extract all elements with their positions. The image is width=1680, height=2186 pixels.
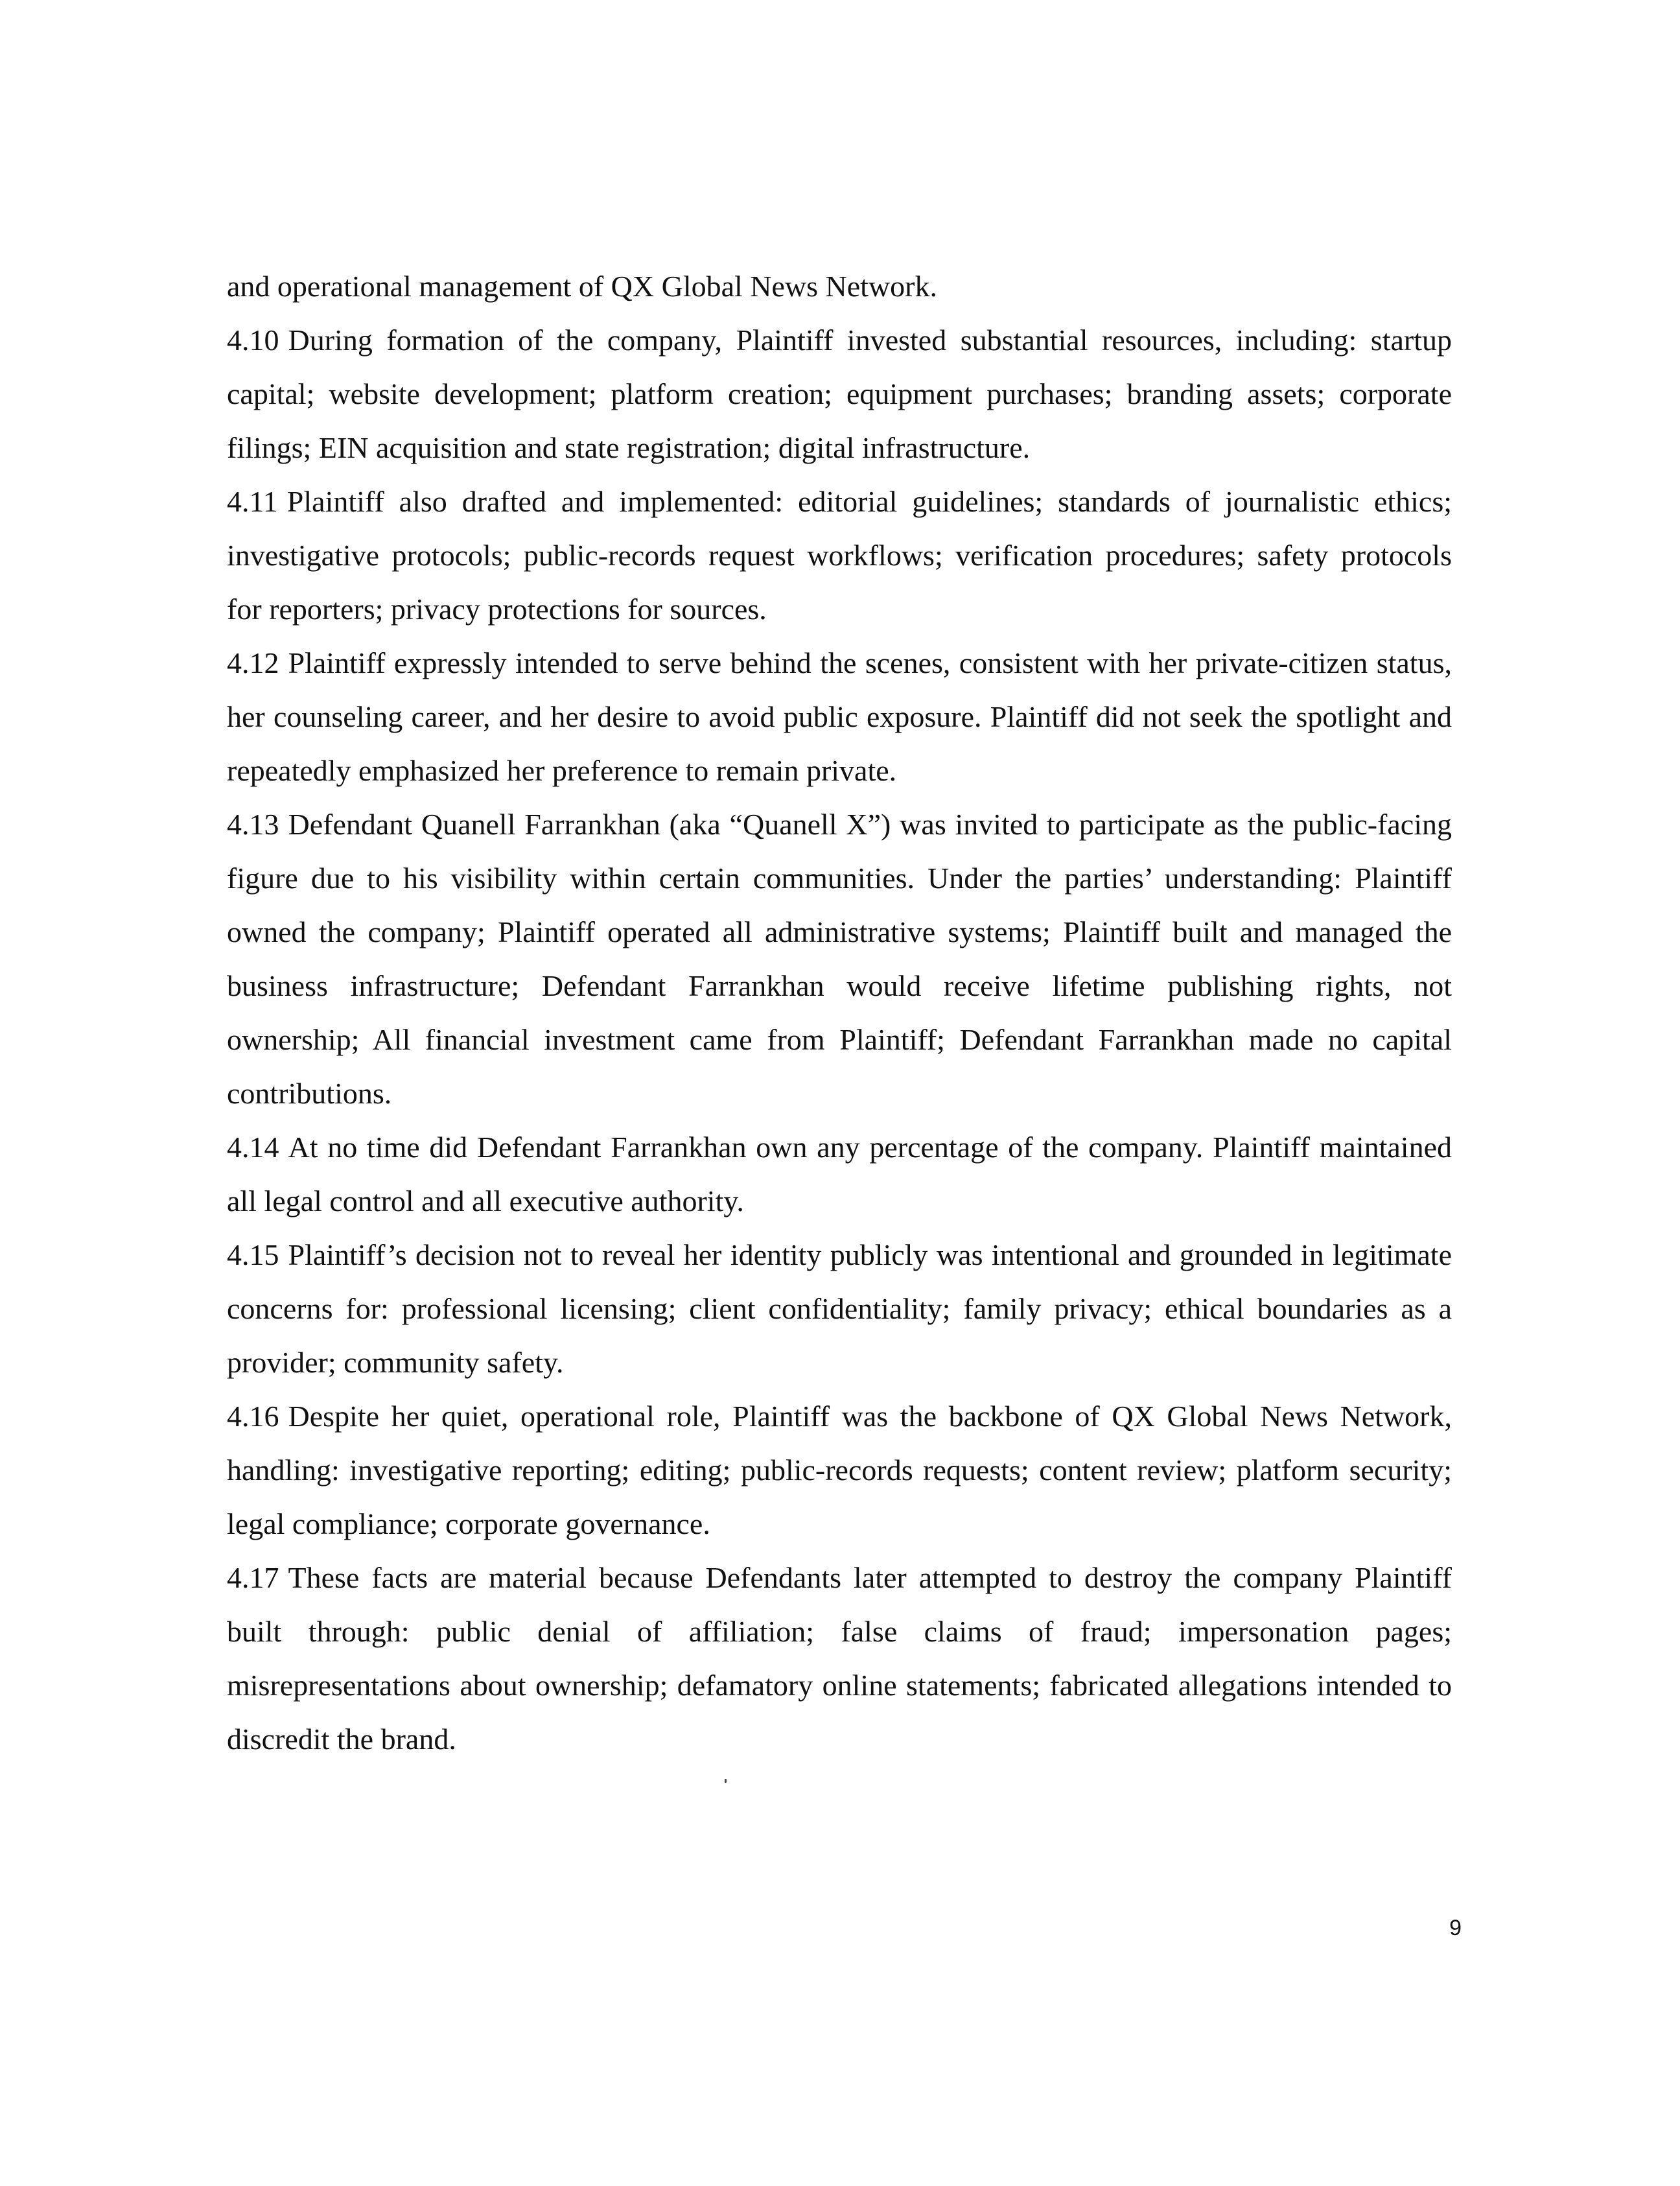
paragraph-4-15	[227, 1228, 1452, 1389]
paragraph-4-13	[227, 797, 1452, 1120]
paragraph-number: 4.14	[227, 1131, 279, 1164]
paragraph-number: 4.17	[227, 1561, 279, 1594]
paragraph-4-12	[227, 636, 1452, 797]
continuation-text: and operational management of QX Global News Network.	[227, 270, 938, 303]
paragraph-number: 4.11	[227, 485, 278, 518]
paragraph-4-11	[227, 475, 1452, 636]
paragraph-text: During formation of the company, Plaintiff invested substantial resources, including: startup capital; website development; platform creation; equipment purchases; branding assets; corporate filings; EIN acquisition and state registration; digital infrastructure.	[227, 323, 1452, 464]
paragraph-text: Plaintiff also drafted and implemented: editorial guidelines; standards of journalistic ethics; investigative protocols; public-records request workflows; verification procedures; safety protocols for reporters; privacy protections for sources.	[227, 485, 1452, 626]
paragraph-text: Plaintiff’s decision not to reveal her identity publicly was intentional and grounded in legitimate concerns for: professional licensing; client confidentiality; family privacy; ethical boundaries as a provider; community safety.	[227, 1238, 1452, 1379]
paragraph-number: 4.12	[227, 646, 279, 679]
paragraph-text: At no time did Defendant Farrankhan own any percentage of the company. Plaintiff maintained all legal control and all executive authority.	[227, 1131, 1452, 1217]
paragraph-4-14	[227, 1120, 1452, 1228]
paragraph-number: 4.15	[227, 1238, 279, 1271]
paragraph-4-16	[227, 1389, 1452, 1551]
paragraph-number: 4.10	[227, 323, 279, 357]
paragraph-4-10	[227, 313, 1452, 475]
document-body	[227, 259, 1452, 1766]
paragraph-number: 4.13	[227, 808, 279, 841]
scan-speck	[725, 1779, 727, 1783]
paragraph-text: Plaintiff expressly intended to serve behind the scenes, consistent with her private-citizen status, her counseling career, and her desire to avoid public exposure. Plaintiff did not seek the spotlight and repeatedly emphasized her preference to remain private.	[227, 646, 1452, 787]
paragraph-number: 4.16	[227, 1400, 279, 1433]
paragraph-4-17	[227, 1551, 1452, 1766]
paragraph-text: These facts are material because Defendants later attempted to destroy the company Plaintiff built through: public denial of affiliation; false claims of fraud; impersonation pages; misrepresentations about ownership; defamatory online statements; fabricated allegations intended to discredit the brand.	[227, 1561, 1452, 1756]
paragraph-text: Defendant Quanell Farrankhan (aka “Quanell X”) was invited to participate as the public-facing figure due to his visibility within certain communities. Under the parties’ understanding: Plaintiff owned the company; Plaintiff operated all administrative systems; Plaintiff built and managed the business infrastructure; Defendant Farrankhan would receive lifetime publishing rights, not ownership; All financial investment came from Plaintiff; Defendant Farrankhan made no capital contributions.	[227, 808, 1452, 1110]
paragraph-text: Despite her quiet, operational role, Plaintiff was the backbone of QX Global News Network, handling: investigative reporting; editing; public-records requests; content review; platform security; legal compliance; corporate governance.	[227, 1400, 1452, 1540]
page-number: 9	[1449, 1916, 1462, 1940]
